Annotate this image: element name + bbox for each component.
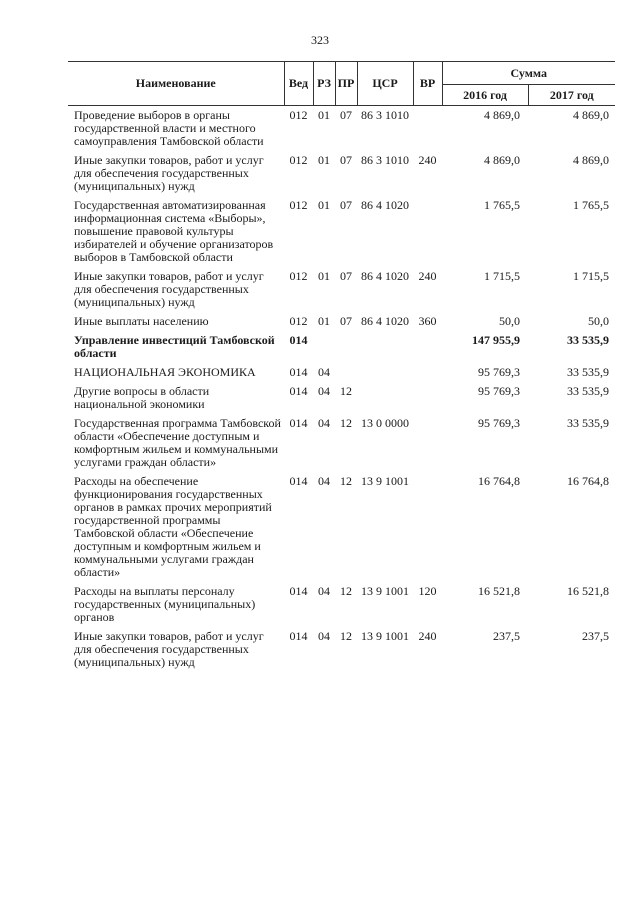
row-pr (335, 334, 357, 360)
row-sum-2016: 95 769,3 (478, 365, 520, 379)
row-sum-2017: 4 869,0 (573, 153, 610, 167)
row-csr: 13 9 1001 (361, 584, 409, 598)
row-sum-2016: 237,5 (493, 629, 520, 643)
row-rz: 01 (318, 198, 330, 212)
table-header (68, 62, 615, 106)
row-pr: 12 (340, 584, 352, 598)
row-ved: 014 (289, 333, 308, 347)
row-name: Проведение выборов в органы государственной власти и местного самоуправления Тамбовской области (74, 108, 264, 148)
row-name: Государственная автоматизированная информационная система «Выборы», повышение правовой культуры избирателей и обучение организаторов выборов в Тамбовской области (74, 198, 274, 264)
row-pr: 12 (340, 416, 352, 430)
row-csr: 86 4 1020 (361, 198, 409, 212)
row-pr: 07 (340, 108, 352, 122)
row-vr (413, 475, 442, 579)
header-csr: ЦСР (357, 62, 413, 106)
budget-table (68, 61, 615, 669)
row-csr (357, 366, 413, 379)
row-name: Расходы на выплаты персоналу государственных (муниципальных) органов (74, 584, 256, 624)
row-name: Другие вопросы в области национальной экономики (74, 384, 210, 411)
row-ved: 012 (289, 269, 308, 283)
row-pr (335, 366, 357, 379)
row-rz: 04 (318, 629, 330, 643)
row-pr: 12 (340, 629, 352, 643)
row-rz: 04 (318, 584, 330, 598)
row-ved: 014 (289, 584, 308, 598)
row-csr (357, 385, 413, 411)
row-pr: 12 (340, 384, 352, 398)
row-sum-2016: 95 769,3 (478, 416, 520, 430)
row-ved: 014 (289, 474, 308, 488)
table-row (68, 417, 615, 469)
row-sum-2016: 4 869,0 (484, 108, 520, 122)
row-ved: 014 (289, 384, 308, 398)
table-row (68, 630, 615, 669)
row-name: Иные закупки товаров, работ и услуг для обеспечения государственных (муниципальных) нужд (74, 629, 264, 669)
row-rz: 01 (318, 108, 330, 122)
row-name: Иные закупки товаров, работ и услуг для обеспечения государственных (муниципальных) нужд (74, 153, 264, 193)
row-rz: 04 (318, 416, 330, 430)
row-ved: 012 (289, 153, 308, 167)
table-row (68, 106, 615, 149)
row-sum-2016: 1 765,5 (484, 198, 520, 212)
row-rz: 01 (318, 314, 330, 328)
row-csr: 86 4 1020 (361, 314, 409, 328)
header-name: Наименование (68, 62, 284, 106)
table-row (68, 270, 615, 309)
row-sum-2017: 16 521,8 (567, 584, 610, 598)
row-sum-2017: 50,0 (588, 314, 610, 328)
row-sum-2017: 16 764,8 (567, 474, 610, 488)
row-ved: 014 (289, 365, 308, 379)
row-vr (413, 199, 442, 264)
row-ved: 012 (289, 198, 308, 212)
page-number: 323 (311, 33, 329, 47)
row-sum-2016: 1 715,5 (484, 269, 520, 283)
table-body (68, 106, 615, 670)
row-name: Государственная программа Тамбовской области «Обеспечение доступным и комфортным жильем и коммунальными услугами граждан области» (74, 416, 281, 469)
row-rz: 01 (318, 269, 330, 283)
row-sum-2016: 50,0 (499, 314, 520, 328)
row-csr: 13 9 1001 (361, 629, 409, 643)
row-sum-2016: 4 869,0 (484, 153, 520, 167)
row-pr: 12 (340, 474, 352, 488)
row-name: Иные выплаты населению (74, 314, 209, 328)
table-row (68, 199, 615, 264)
row-rz (313, 334, 335, 360)
header-vr: ВР (413, 62, 442, 106)
row-sum-2017: 33 535,9 (567, 333, 610, 347)
row-sum-2017: 1 765,5 (573, 198, 610, 212)
row-vr (413, 417, 442, 469)
row-name: НАЦИОНАЛЬНАЯ ЭКОНОМИКА (74, 365, 256, 379)
row-csr: 86 3 1010 (361, 108, 409, 122)
row-sum-2016: 16 764,8 (478, 474, 520, 488)
row-ved: 014 (289, 629, 308, 643)
row-ved: 014 (289, 416, 308, 430)
header-year-2016: 2016 год (442, 85, 528, 106)
row-csr: 13 9 1001 (361, 474, 409, 488)
row-sum-2017: 33 535,9 (567, 365, 610, 379)
header-year-2017: 2017 год (528, 85, 615, 106)
row-sum-2016: 147 955,9 (472, 333, 520, 347)
row-csr: 86 4 1020 (361, 269, 409, 283)
row-rz: 04 (318, 365, 330, 379)
table-row (68, 585, 615, 624)
header-ved: Вед (284, 62, 313, 106)
table-row (68, 475, 615, 579)
row-vr: 360 (418, 314, 437, 328)
row-pr: 07 (340, 153, 352, 167)
row-rz: 01 (318, 153, 330, 167)
row-vr: 240 (418, 269, 437, 283)
table-row (68, 385, 615, 411)
row-sum-2017: 237,5 (582, 629, 610, 643)
header-pr: ПР (335, 62, 357, 106)
row-vr (413, 106, 442, 149)
table-row (68, 334, 615, 360)
row-vr: 240 (418, 629, 437, 643)
row-csr (357, 334, 413, 360)
row-pr: 07 (340, 314, 352, 328)
table-row (68, 154, 615, 193)
row-ved: 012 (289, 314, 308, 328)
header-rz: РЗ (313, 62, 335, 106)
header-sum: Сумма (442, 62, 615, 85)
row-csr: 86 3 1010 (361, 153, 409, 167)
row-rz: 04 (318, 384, 330, 398)
row-sum-2017: 33 535,9 (567, 416, 610, 430)
row-sum-2016: 16 521,8 (478, 584, 520, 598)
row-pr: 07 (340, 269, 352, 283)
row-sum-2017: 1 715,5 (573, 269, 610, 283)
row-name: Управление инвестиций Тамбовской области (74, 333, 275, 360)
table-row (68, 366, 615, 379)
row-vr: 120 (418, 584, 437, 598)
row-rz: 04 (318, 474, 330, 488)
row-sum-2017: 4 869,0 (573, 108, 610, 122)
row-vr (413, 385, 442, 411)
row-pr: 07 (340, 198, 352, 212)
row-vr (413, 334, 442, 360)
row-vr: 240 (418, 153, 437, 167)
row-ved: 012 (289, 108, 308, 122)
row-csr: 13 0 0000 (361, 416, 409, 430)
row-sum-2016: 95 769,3 (478, 384, 520, 398)
row-vr (413, 366, 442, 379)
row-sum-2017: 33 535,9 (567, 384, 610, 398)
table-row (68, 315, 615, 328)
row-name: Иные закупки товаров, работ и услуг для обеспечения государственных (муниципальных) нужд (74, 269, 264, 309)
row-name: Расходы на обеспечение функционирования государственных органов в рамках прочих мероприятий государственной программы Тамбовской области «Обеспечение доступным и комфортным жильем и коммунальными услугами граждан области» (74, 474, 272, 579)
